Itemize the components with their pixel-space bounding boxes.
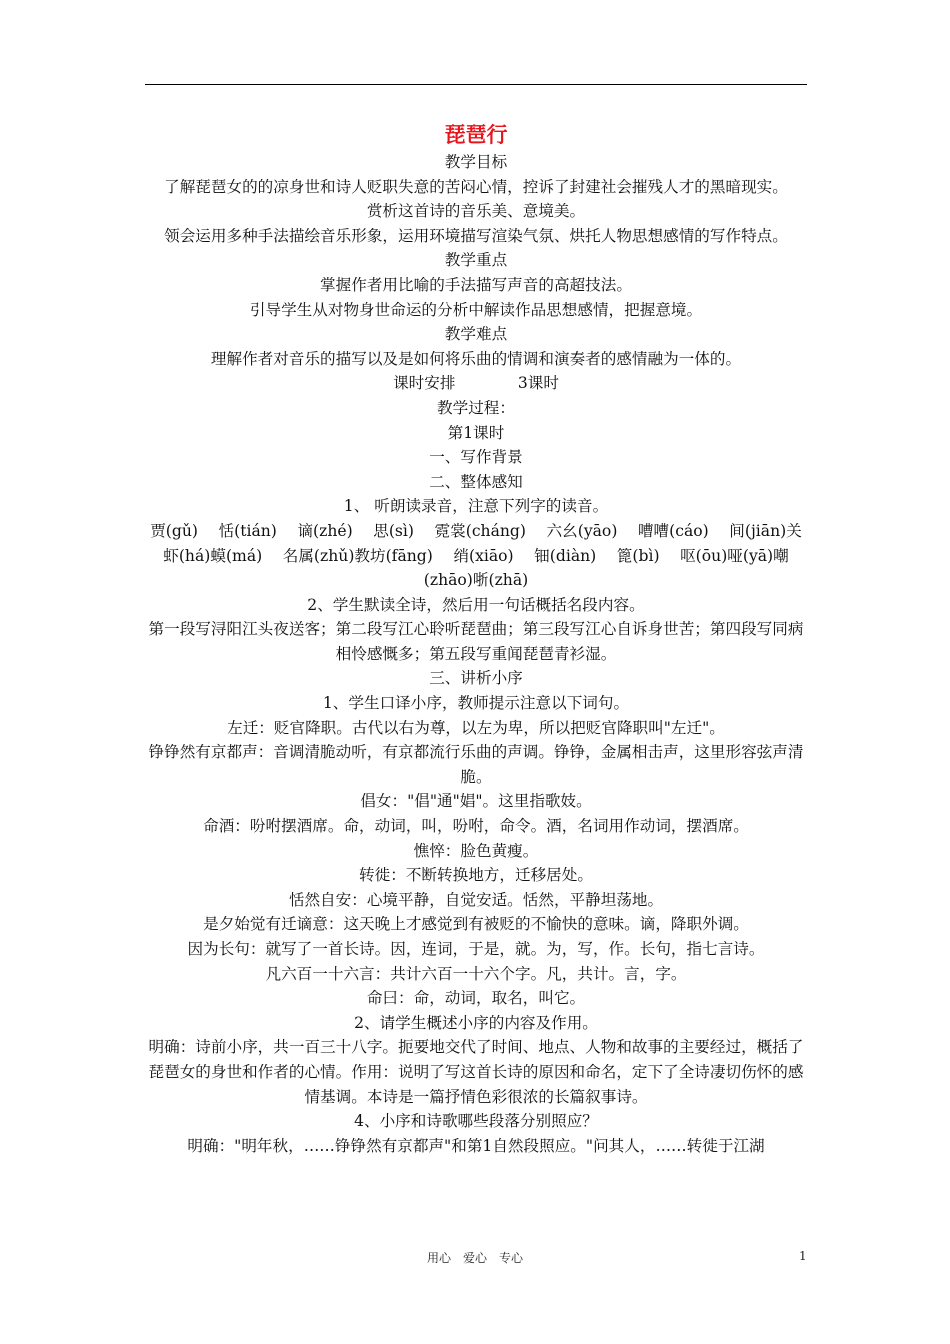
header-rule [145,84,807,85]
text-line: 理解作者对音乐的描写以及是如何将乐曲的情调和演奏者的感情融为一体的。 [210,349,742,368]
text-line: 4、小序和诗歌哪些段落分别照应？ [354,1112,598,1131]
text-line: 铮铮然有京都声：音调清脆动听，有京都流行乐曲的声调。铮铮，金属相击声，这里形容弦声清脆。 [148,743,804,786]
text-line: 左迁：贬官降职。古代以右为尊，以左为卑，所以把贬官降职叫"左迁"。 [227,718,725,737]
page-number: 1 [799,1249,807,1263]
text-line: 2、学生默读全诗，然后用一句话概括名段内容。 [307,595,645,614]
text-line: 2、请学生概述小序的内容及作用。 [354,1013,598,1032]
text-line: 掌握作者用比喻的手法描写声音的高超技法。 [320,275,632,294]
text-line: 恬然自安：心境平静，自觉安适。恬然，平静坦荡地。 [288,890,664,909]
page-footer: 用心 爱心 专心 [426,1251,523,1265]
text-line-key-points-heading: 教学重点 [444,251,508,270]
text-line: 倡女："倡"通"娼"。这里指歌妓。 [360,792,592,811]
text-line: 转徙：不断转换地方，迁移居处。 [359,866,593,885]
document-title: 琵琶行 [444,123,508,147]
text-line: 命曰：命，动词，取名，叫它。 [366,989,586,1008]
text-line: 赏析这首诗的音乐美、意境美。 [366,202,586,221]
text-line-section-2: 二、整体感知 [429,472,523,491]
text-line: 了解琵琶女的的凉身世和诗人贬职失意的苦闷心情，控诉了封建社会摧残人才的黑暗现实。 [164,177,788,196]
text-line: 凡六百一十六言：共计六百一十六个字。凡，共计。言，字。 [265,964,687,983]
text-line: 引导学生从对物身世命运的分析中解读作品思想感情，把握意境。 [249,300,703,319]
text-line-difficulties-heading: 教学难点 [444,325,508,344]
text-line: 是夕始觉有迁谪意：这天晚上才感觉到有被贬的不愉快的意味。谪，降职外调。 [203,915,749,934]
text-line: 1、 听朗读录音，注意下列字的读音。 [343,497,609,516]
text-line-process-heading: 教学过程： [437,398,515,417]
text-line-schedule: 课时安排 3课时 [393,374,559,393]
text-line: 领会运用多种手法描绘音乐形象，运用环境描写渲染气氛、烘托人物思想感情的写作特点。 [164,226,788,245]
text-line-pronunciation-list: 贾(gǔ) 恬(tián) 谪(zhé) 思(sì) 霓裳(cháng) 六幺(yāo) 嘈嘈(cáo) 间(jiān)关 虾(há)蟆(má) 名属(zhǔ)教坊(fāng) 绡(xiāo) 钿(diàn) 篦(bì) 呕(ōu)哑(yā)嘲(zhāo)哳(zhā) [150,521,823,590]
text-line-lesson-1: 第1课时 [447,423,505,442]
text-line: 明确："明年秋，……铮铮然有京都声"和第1自然段照应。"问其人，……转徙于江湖 [187,1136,765,1155]
text-line-section-3: 三、讲析小序 [429,669,523,688]
text-line-objectives-heading: 教学目标 [444,153,508,171]
text-line: 命酒：吩咐摆酒席。命，动词，叫，吩咐，命令。酒，名词用作动词，摆酒席。 [203,817,749,836]
text-line: 第一段写浔阳江头夜送客；第二段写江心聆听琵琶曲；第三段写江心自诉身世苦；第四段写同病相怜感慨多；第五段写重闻琵琶青衫湿。 [148,620,804,663]
text-line: 1、学生口译小序，教师提示注意以下词句。 [322,694,630,713]
text-line-section-1: 一、写作背景 [429,448,523,467]
text-line: 明确：诗前小序，共一百三十八字。扼要地交代了时间、地点、人物和故事的主要经过，概括了琵琶女的身世和作者的心情。作用：说明了写这首长诗的原因和命名，定下了全诗凄切伤怀的感情基调。本诗是一篇抒情色彩很浓的长篇叙事诗。 [148,1038,804,1106]
document-body [145,120,823,1158]
text-line: 因为长句：就写了一首长诗。因，连词，于是，就。为，写，作。长句，指七言诗。 [187,940,765,958]
text-line: 憔悴：脸色黄瘦。 [413,841,539,860]
